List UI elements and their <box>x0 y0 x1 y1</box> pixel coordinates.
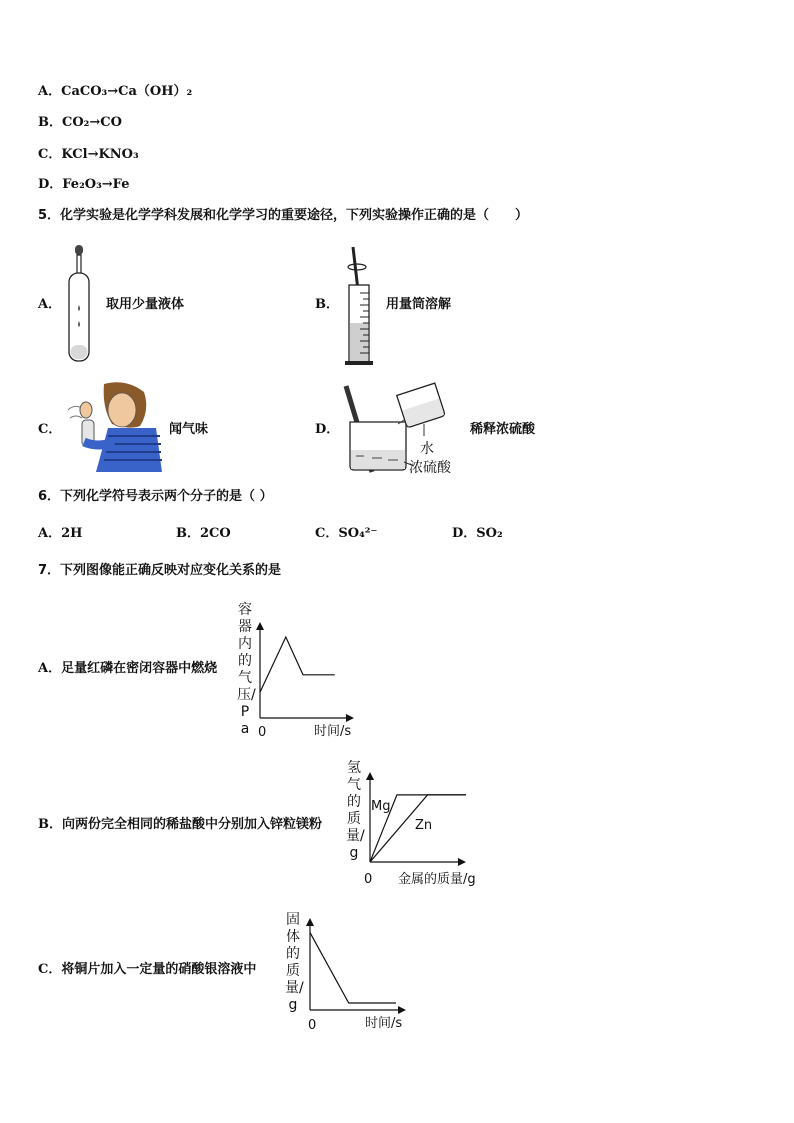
chart-a-ylabel: 容器内的气压/Pa <box>237 602 256 737</box>
option-text: 足量红磷在密闭容器中燃烧 <box>61 661 218 676</box>
option-text: 将铜片加入一定量的硝酸银溶液中 <box>61 962 257 977</box>
q7-option-c <box>38 962 256 978</box>
chart-b-series-label-mg: Mg <box>371 799 391 814</box>
option-key: C． <box>38 962 62 977</box>
q5-option-b-key: B． <box>315 297 339 312</box>
chart-a-xlabel: 时间/s <box>314 724 352 739</box>
q5-option-a-text: 取用少量液体 <box>106 297 185 312</box>
q4-option-c <box>38 147 139 163</box>
chart-c-series-line-0 <box>310 933 396 1003</box>
q7-stem: 7．下列图像能正确反映对应变化关系的是 <box>38 563 282 578</box>
q6-option-a <box>38 526 82 542</box>
option-key: B． <box>38 115 62 130</box>
option-text: SO₄²⁻ <box>338 526 378 541</box>
chart-a <box>258 622 354 722</box>
chart-a-axes <box>256 622 354 722</box>
option-text: SO₂ <box>476 526 503 541</box>
option-key: A． <box>38 526 62 541</box>
q5-option-c-text: 闻气味 <box>169 422 209 437</box>
option-text: 2CO <box>200 526 231 541</box>
q6-option-d <box>452 526 503 542</box>
chart-a-origin: 0 <box>258 725 267 740</box>
chart-b-xlabel: 金属的质量/g <box>398 872 476 887</box>
q5-option-b-text: 用量筒溶解 <box>386 297 452 312</box>
q6-option-c <box>315 526 377 542</box>
chart-c-axes <box>306 918 406 1014</box>
q7-option-a <box>38 661 217 677</box>
q5-option-c-key: C． <box>38 422 62 437</box>
q5-stem: 5．化学实验是化学学科发展和化学学习的重要途径，下列实验操作正确的是（ ） <box>38 208 529 223</box>
option-key: B． <box>176 526 200 541</box>
graduated-cylinder-illustration <box>340 245 380 367</box>
option-text: CO₂→CO <box>62 115 122 130</box>
option-text: 2H <box>61 526 83 541</box>
dropper-test-tube-illustration <box>62 245 98 365</box>
option-key: D． <box>38 177 63 192</box>
q6-option-b <box>176 526 231 542</box>
water-label: 水 <box>420 441 434 457</box>
option-key: C． <box>315 526 339 541</box>
chart-c-ylabel: 固体的质量/g <box>285 912 304 1013</box>
chart-c-xlabel: 时间/s <box>365 1016 403 1031</box>
q5-option-d-key: D． <box>315 422 340 437</box>
option-text: Fe₂O₃→Fe <box>62 177 130 192</box>
option-key: B． <box>38 817 62 832</box>
person-smelling-illustration <box>64 380 164 474</box>
chart-b-origin: 0 <box>364 872 373 887</box>
option-key: A． <box>38 84 62 99</box>
option-key: C． <box>38 147 62 162</box>
chart-b-series-label-zn: Zn <box>415 818 433 833</box>
q4-option-b <box>38 115 122 131</box>
acid-label: 浓硫酸 <box>409 460 451 476</box>
chart-a-series-line-0 <box>260 637 335 692</box>
chart-c-origin: 0 <box>308 1018 317 1033</box>
option-text: KCl→KNO₃ <box>61 147 139 162</box>
chart-b-ylabel: 氢气的质量/g <box>346 760 365 861</box>
q4-option-d <box>38 177 129 193</box>
option-text: CaCO₃→Ca（OH）₂ <box>61 84 193 99</box>
option-key: D． <box>452 526 477 541</box>
chart-c <box>308 918 406 1014</box>
option-text: 向两份完全相同的稀盐酸中分别加入锌粒镁粉 <box>62 817 323 832</box>
q4-option-a <box>38 84 192 100</box>
q6-stem: 6．下列化学符号表示两个分子的是（ ） <box>38 489 273 504</box>
q5-option-a-key: A． <box>38 297 62 312</box>
q5-option-d-text: 稀释浓硫酸 <box>470 422 536 437</box>
q7-option-b <box>38 817 322 833</box>
option-key: A． <box>38 661 62 676</box>
